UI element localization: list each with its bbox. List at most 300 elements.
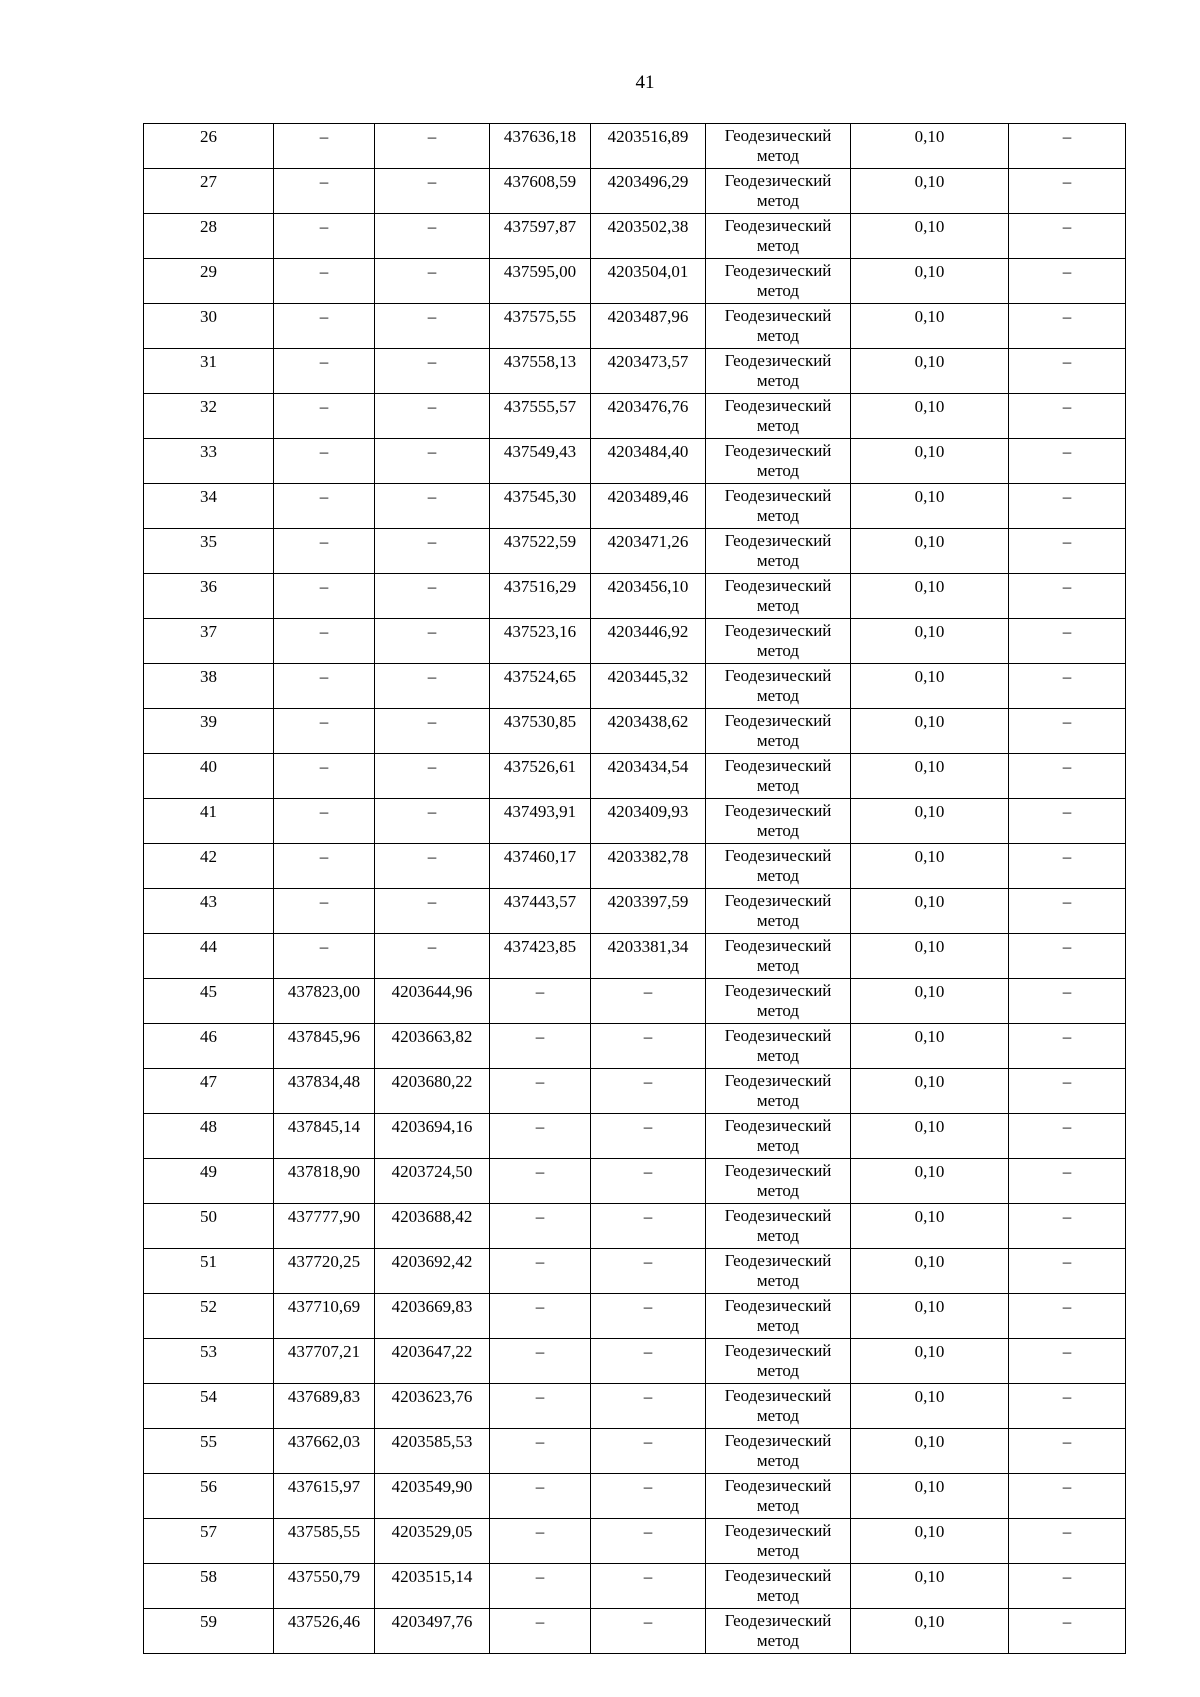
method-line1: Геодезический: [724, 486, 832, 505]
point-number-cell: 38: [144, 664, 274, 709]
method-line2: метод: [756, 371, 800, 390]
table-row: [144, 1114, 1126, 1159]
note-cell: –: [1009, 259, 1126, 304]
accuracy-cell: 0,10: [851, 1339, 1009, 1384]
y-new-cell: 4203434,54: [591, 754, 706, 799]
method-cell: [706, 1609, 851, 1654]
point-number-cell: 52: [144, 1294, 274, 1339]
accuracy-cell: 0,10: [851, 979, 1009, 1024]
x-new-cell: 437636,18: [490, 124, 591, 169]
note-cell: –: [1009, 664, 1126, 709]
note-cell: –: [1009, 484, 1126, 529]
point-number-cell: 58: [144, 1564, 274, 1609]
point-number-cell: 56: [144, 1474, 274, 1519]
y-new-cell: –: [591, 1249, 706, 1294]
y-new-cell: –: [591, 1429, 706, 1474]
method-cell: [706, 1519, 851, 1564]
y-new-cell: 4203473,57: [591, 349, 706, 394]
y-old-cell: –: [375, 709, 490, 754]
method-line2: метод: [756, 1316, 800, 1335]
table-row: [144, 799, 1126, 844]
x-old-cell: 437615,97: [274, 1474, 375, 1519]
point-number-cell: 54: [144, 1384, 274, 1429]
note-cell: –: [1009, 1294, 1126, 1339]
method-line2: метод: [756, 1451, 800, 1470]
x-new-cell: 437549,43: [490, 439, 591, 484]
method-line1: Геодезический: [724, 1251, 832, 1270]
x-old-cell: 437526,46: [274, 1609, 375, 1654]
table-row: [144, 754, 1126, 799]
point-number-cell: 51: [144, 1249, 274, 1294]
y-new-cell: –: [591, 979, 706, 1024]
x-new-cell: 437524,65: [490, 664, 591, 709]
y-new-cell: –: [591, 1609, 706, 1654]
x-old-cell: 437707,21: [274, 1339, 375, 1384]
note-cell: –: [1009, 799, 1126, 844]
table-row: [144, 844, 1126, 889]
method-cell: [706, 1024, 851, 1069]
method-line2: метод: [756, 821, 800, 840]
x-new-cell: 437522,59: [490, 529, 591, 574]
method-cell: [706, 484, 851, 529]
method-cell: [706, 574, 851, 619]
method-cell: [706, 1474, 851, 1519]
x-new-cell: –: [490, 1159, 591, 1204]
accuracy-cell: 0,10: [851, 214, 1009, 259]
note-cell: –: [1009, 844, 1126, 889]
accuracy-cell: 0,10: [851, 1519, 1009, 1564]
y-new-cell: 4203438,62: [591, 709, 706, 754]
method-cell: [706, 394, 851, 439]
method-line1: Геодезический: [724, 621, 832, 640]
y-old-cell: 4203680,22: [375, 1069, 490, 1114]
x-new-cell: 437545,30: [490, 484, 591, 529]
x-old-cell: –: [274, 709, 375, 754]
method-line1: Геодезический: [724, 396, 832, 415]
method-line2: метод: [756, 776, 800, 795]
note-cell: –: [1009, 214, 1126, 259]
method-cell: [706, 799, 851, 844]
x-old-cell: 437720,25: [274, 1249, 375, 1294]
method-cell: [706, 1384, 851, 1429]
y-old-cell: –: [375, 169, 490, 214]
accuracy-cell: 0,10: [851, 934, 1009, 979]
x-old-cell: –: [274, 664, 375, 709]
method-cell: [706, 664, 851, 709]
accuracy-cell: 0,10: [851, 1069, 1009, 1114]
x-new-cell: –: [490, 1339, 591, 1384]
y-old-cell: 4203688,42: [375, 1204, 490, 1249]
y-new-cell: 4203489,46: [591, 484, 706, 529]
accuracy-cell: 0,10: [851, 169, 1009, 214]
y-old-cell: 4203497,76: [375, 1609, 490, 1654]
method-line2: метод: [756, 191, 800, 210]
x-old-cell: –: [274, 754, 375, 799]
y-new-cell: –: [591, 1294, 706, 1339]
x-new-cell: 437558,13: [490, 349, 591, 394]
table-row: [144, 1024, 1126, 1069]
note-cell: –: [1009, 1429, 1126, 1474]
accuracy-cell: 0,10: [851, 1384, 1009, 1429]
note-cell: –: [1009, 709, 1126, 754]
note-cell: –: [1009, 979, 1126, 1024]
point-number-cell: 37: [144, 619, 274, 664]
note-cell: –: [1009, 1249, 1126, 1294]
method-line1: Геодезический: [724, 1026, 832, 1045]
method-line2: метод: [756, 686, 800, 705]
point-number-cell: 59: [144, 1609, 274, 1654]
x-new-cell: –: [490, 1474, 591, 1519]
point-number-cell: 47: [144, 1069, 274, 1114]
accuracy-cell: 0,10: [851, 574, 1009, 619]
method-line2: метод: [756, 551, 800, 570]
y-old-cell: 4203647,22: [375, 1339, 490, 1384]
y-new-cell: 4203446,92: [591, 619, 706, 664]
method-line2: метод: [756, 146, 800, 165]
point-number-cell: 41: [144, 799, 274, 844]
coordinates-table: [143, 123, 1126, 1654]
x-new-cell: –: [490, 1519, 591, 1564]
x-old-cell: –: [274, 124, 375, 169]
method-line2: метод: [756, 1361, 800, 1380]
method-line1: Геодезический: [724, 711, 832, 730]
method-cell: [706, 1114, 851, 1159]
method-line1: Геодезический: [724, 846, 832, 865]
x-old-cell: 437823,00: [274, 979, 375, 1024]
table-row: [144, 304, 1126, 349]
x-old-cell: –: [274, 484, 375, 529]
table-row: [144, 1519, 1126, 1564]
table-row: [144, 889, 1126, 934]
table-row: [144, 979, 1126, 1024]
x-new-cell: 437526,61: [490, 754, 591, 799]
accuracy-cell: 0,10: [851, 1024, 1009, 1069]
accuracy-cell: 0,10: [851, 1159, 1009, 1204]
x-old-cell: –: [274, 529, 375, 574]
method-line1: Геодезический: [724, 216, 832, 235]
note-cell: –: [1009, 1069, 1126, 1114]
accuracy-cell: 0,10: [851, 709, 1009, 754]
table-row: [144, 214, 1126, 259]
point-number-cell: 45: [144, 979, 274, 1024]
method-line2: метод: [756, 596, 800, 615]
table-row: [144, 124, 1126, 169]
y-old-cell: 4203529,05: [375, 1519, 490, 1564]
method-line1: Геодезический: [724, 1431, 832, 1450]
method-line2: метод: [756, 1631, 800, 1650]
note-cell: –: [1009, 394, 1126, 439]
method-line1: Геодезический: [724, 1566, 832, 1585]
method-cell: [706, 1429, 851, 1474]
x-new-cell: 437530,85: [490, 709, 591, 754]
x-new-cell: –: [490, 1204, 591, 1249]
method-line1: Геодезический: [724, 801, 832, 820]
x-old-cell: –: [274, 844, 375, 889]
y-old-cell: –: [375, 754, 490, 799]
note-cell: –: [1009, 934, 1126, 979]
method-line2: метод: [756, 911, 800, 930]
table-row: [144, 664, 1126, 709]
note-cell: –: [1009, 1114, 1126, 1159]
method-line1: Геодезический: [724, 666, 832, 685]
note-cell: –: [1009, 169, 1126, 214]
method-cell: [706, 934, 851, 979]
note-cell: –: [1009, 1609, 1126, 1654]
x-new-cell: –: [490, 1249, 591, 1294]
method-line2: метод: [756, 236, 800, 255]
x-new-cell: 437555,57: [490, 394, 591, 439]
method-line1: Геодезический: [724, 441, 832, 460]
table-row: [144, 1384, 1126, 1429]
method-line2: метод: [756, 506, 800, 525]
method-cell: [706, 619, 851, 664]
table-row: [144, 709, 1126, 754]
method-cell: [706, 1159, 851, 1204]
method-line2: метод: [756, 1226, 800, 1245]
x-new-cell: 437443,57: [490, 889, 591, 934]
method-line1: Геодезический: [724, 936, 832, 955]
x-old-cell: 437777,90: [274, 1204, 375, 1249]
point-number-cell: 40: [144, 754, 274, 799]
method-line2: метод: [756, 1406, 800, 1425]
y-old-cell: –: [375, 529, 490, 574]
note-cell: –: [1009, 439, 1126, 484]
method-cell: [706, 1249, 851, 1294]
point-number-cell: 30: [144, 304, 274, 349]
note-cell: –: [1009, 1564, 1126, 1609]
y-old-cell: 4203692,42: [375, 1249, 490, 1294]
note-cell: –: [1009, 1384, 1126, 1429]
accuracy-cell: 0,10: [851, 304, 1009, 349]
y-old-cell: –: [375, 259, 490, 304]
y-new-cell: 4203487,96: [591, 304, 706, 349]
point-number-cell: 39: [144, 709, 274, 754]
note-cell: –: [1009, 124, 1126, 169]
note-cell: –: [1009, 754, 1126, 799]
method-cell: [706, 1204, 851, 1249]
x-new-cell: –: [490, 1384, 591, 1429]
x-old-cell: –: [274, 934, 375, 979]
x-old-cell: 437845,96: [274, 1024, 375, 1069]
method-cell: [706, 259, 851, 304]
note-cell: –: [1009, 574, 1126, 619]
method-line2: метод: [756, 416, 800, 435]
method-cell: [706, 349, 851, 394]
point-number-cell: 44: [144, 934, 274, 979]
point-number-cell: 46: [144, 1024, 274, 1069]
y-old-cell: –: [375, 844, 490, 889]
x-new-cell: –: [490, 1024, 591, 1069]
accuracy-cell: 0,10: [851, 1474, 1009, 1519]
accuracy-cell: 0,10: [851, 889, 1009, 934]
y-old-cell: –: [375, 574, 490, 619]
table-row: [144, 574, 1126, 619]
method-cell: [706, 169, 851, 214]
y-old-cell: 4203694,16: [375, 1114, 490, 1159]
note-cell: –: [1009, 349, 1126, 394]
method-line1: Геодезический: [724, 1206, 832, 1225]
y-new-cell: 4203476,76: [591, 394, 706, 439]
y-new-cell: 4203397,59: [591, 889, 706, 934]
table-row: [144, 619, 1126, 664]
method-line1: Геодезический: [724, 1161, 832, 1180]
method-cell: [706, 1564, 851, 1609]
table-row: [144, 1159, 1126, 1204]
y-new-cell: 4203496,29: [591, 169, 706, 214]
point-number-cell: 26: [144, 124, 274, 169]
x-old-cell: 437689,83: [274, 1384, 375, 1429]
y-new-cell: –: [591, 1474, 706, 1519]
accuracy-cell: 0,10: [851, 439, 1009, 484]
x-new-cell: 437597,87: [490, 214, 591, 259]
point-number-cell: 33: [144, 439, 274, 484]
x-old-cell: 437845,14: [274, 1114, 375, 1159]
page-number: 41: [635, 72, 655, 93]
method-cell: [706, 979, 851, 1024]
y-old-cell: –: [375, 349, 490, 394]
method-cell: [706, 1339, 851, 1384]
x-old-cell: 437662,03: [274, 1429, 375, 1474]
x-old-cell: –: [274, 619, 375, 664]
accuracy-cell: 0,10: [851, 664, 1009, 709]
x-new-cell: –: [490, 979, 591, 1024]
x-old-cell: –: [274, 214, 375, 259]
method-cell: [706, 214, 851, 259]
y-new-cell: 4203382,78: [591, 844, 706, 889]
method-line1: Геодезический: [724, 1296, 832, 1315]
x-new-cell: –: [490, 1564, 591, 1609]
method-line1: Геодезический: [724, 1476, 832, 1495]
y-new-cell: 4203456,10: [591, 574, 706, 619]
point-number-cell: 48: [144, 1114, 274, 1159]
x-old-cell: –: [274, 574, 375, 619]
y-new-cell: 4203409,93: [591, 799, 706, 844]
table-row: [144, 1564, 1126, 1609]
method-line2: метод: [756, 281, 800, 300]
note-cell: –: [1009, 1159, 1126, 1204]
method-line1: Геодезический: [724, 126, 832, 145]
point-number-cell: 32: [144, 394, 274, 439]
y-new-cell: –: [591, 1114, 706, 1159]
point-number-cell: 36: [144, 574, 274, 619]
accuracy-cell: 0,10: [851, 1204, 1009, 1249]
note-cell: –: [1009, 304, 1126, 349]
y-old-cell: 4203585,53: [375, 1429, 490, 1474]
point-number-cell: 35: [144, 529, 274, 574]
method-line1: Геодезический: [724, 171, 832, 190]
note-cell: –: [1009, 1339, 1126, 1384]
x-old-cell: 437550,79: [274, 1564, 375, 1609]
method-line2: метод: [756, 1001, 800, 1020]
point-number-cell: 31: [144, 349, 274, 394]
x-new-cell: 437575,55: [490, 304, 591, 349]
method-line2: метод: [756, 1046, 800, 1065]
point-number-cell: 55: [144, 1429, 274, 1474]
y-new-cell: 4203471,26: [591, 529, 706, 574]
y-new-cell: –: [591, 1069, 706, 1114]
method-cell: [706, 754, 851, 799]
y-new-cell: 4203381,34: [591, 934, 706, 979]
y-new-cell: 4203516,89: [591, 124, 706, 169]
accuracy-cell: 0,10: [851, 349, 1009, 394]
point-number-cell: 29: [144, 259, 274, 304]
accuracy-cell: 0,10: [851, 1429, 1009, 1474]
y-old-cell: 4203515,14: [375, 1564, 490, 1609]
point-number-cell: 27: [144, 169, 274, 214]
accuracy-cell: 0,10: [851, 619, 1009, 664]
method-line2: метод: [756, 956, 800, 975]
method-cell: [706, 1069, 851, 1114]
y-old-cell: 4203623,76: [375, 1384, 490, 1429]
accuracy-cell: 0,10: [851, 1114, 1009, 1159]
accuracy-cell: 0,10: [851, 484, 1009, 529]
method-cell: [706, 889, 851, 934]
y-new-cell: –: [591, 1339, 706, 1384]
y-new-cell: –: [591, 1024, 706, 1069]
accuracy-cell: 0,10: [851, 1249, 1009, 1294]
method-line2: метод: [756, 461, 800, 480]
note-cell: –: [1009, 1024, 1126, 1069]
y-old-cell: –: [375, 214, 490, 259]
y-old-cell: –: [375, 619, 490, 664]
method-line2: метод: [756, 1541, 800, 1560]
x-old-cell: –: [274, 259, 375, 304]
x-new-cell: 437516,29: [490, 574, 591, 619]
accuracy-cell: 0,10: [851, 799, 1009, 844]
accuracy-cell: 0,10: [851, 1609, 1009, 1654]
y-old-cell: –: [375, 484, 490, 529]
x-old-cell: –: [274, 304, 375, 349]
table-row: [144, 1339, 1126, 1384]
method-line2: метод: [756, 1586, 800, 1605]
method-cell: [706, 1294, 851, 1339]
method-line1: Геодезический: [724, 351, 832, 370]
x-old-cell: –: [274, 169, 375, 214]
note-cell: –: [1009, 619, 1126, 664]
method-line1: Геодезический: [724, 891, 832, 910]
x-old-cell: 437818,90: [274, 1159, 375, 1204]
x-new-cell: 437423,85: [490, 934, 591, 979]
accuracy-cell: 0,10: [851, 394, 1009, 439]
y-old-cell: –: [375, 124, 490, 169]
y-old-cell: 4203669,83: [375, 1294, 490, 1339]
table-row: [144, 439, 1126, 484]
table-row: [144, 1294, 1126, 1339]
y-new-cell: –: [591, 1204, 706, 1249]
note-cell: –: [1009, 889, 1126, 934]
table-row: [144, 1474, 1126, 1519]
method-line1: Геодезический: [724, 576, 832, 595]
x-new-cell: 437608,59: [490, 169, 591, 214]
method-line1: Геодезический: [724, 1521, 832, 1540]
y-old-cell: –: [375, 934, 490, 979]
table-row: [144, 1069, 1126, 1114]
method-line2: метод: [756, 1496, 800, 1515]
table-row: [144, 934, 1126, 979]
y-old-cell: 4203549,90: [375, 1474, 490, 1519]
table-body: [144, 124, 1126, 1654]
y-new-cell: 4203502,38: [591, 214, 706, 259]
table-row: [144, 394, 1126, 439]
table-row: [144, 259, 1126, 304]
table-row: [144, 1429, 1126, 1474]
method-line1: Геодезический: [724, 1611, 832, 1630]
note-cell: –: [1009, 529, 1126, 574]
note-cell: –: [1009, 1474, 1126, 1519]
x-old-cell: 437585,55: [274, 1519, 375, 1564]
point-number-cell: 34: [144, 484, 274, 529]
accuracy-cell: 0,10: [851, 529, 1009, 574]
